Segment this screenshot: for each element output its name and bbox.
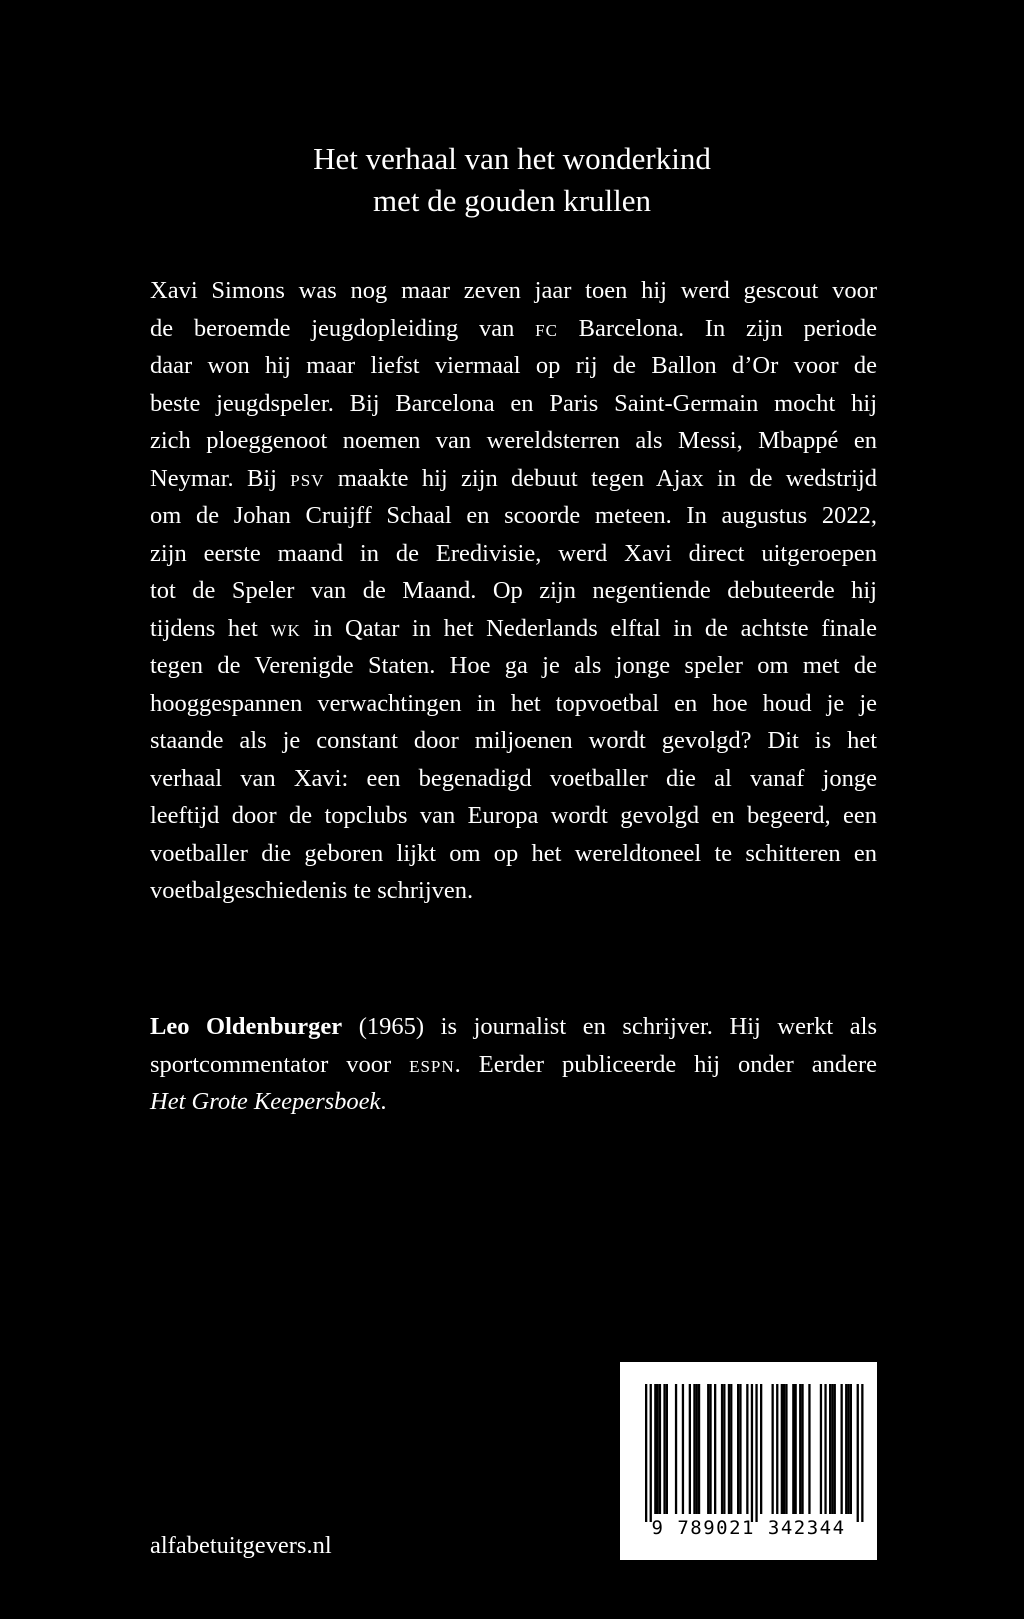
barcode-bar bbox=[663, 1384, 665, 1514]
barcode-bar bbox=[799, 1384, 801, 1514]
blurb-line bbox=[150, 310, 877, 348]
blurb-line bbox=[150, 460, 877, 498]
barcode-bar bbox=[820, 1384, 822, 1514]
barcode-bar bbox=[682, 1384, 684, 1514]
bio-line bbox=[150, 1083, 877, 1121]
barcode-bar bbox=[659, 1384, 661, 1514]
barcode-bar bbox=[755, 1384, 757, 1522]
barcode-bar bbox=[721, 1384, 723, 1514]
barcode-bar bbox=[850, 1384, 852, 1514]
bio-line bbox=[150, 1046, 877, 1084]
tagline-line-1: Het verhaal van het wonderkind bbox=[313, 141, 711, 176]
barcode-bar bbox=[751, 1384, 753, 1522]
bio-text: (1965) is journalist en schrijver. Hij werkt als bbox=[342, 1013, 877, 1040]
blurb-text: tijdens het bbox=[150, 614, 271, 642]
blurb-line bbox=[150, 610, 877, 648]
blurb-line: staande als je constant door miljoenen wordt gevolgd? Dit is het bbox=[150, 727, 877, 754]
blurb-text: de beroemde jeugdopleiding van bbox=[150, 314, 536, 342]
blurb-line: hooggespannen verwachtingen in het topvoetbal en hoe houd je je bbox=[150, 689, 877, 717]
barcode bbox=[620, 1362, 877, 1560]
blurb-line: voetbalgeschiedenis te schrijven. bbox=[150, 877, 474, 904]
bio-text: . bbox=[380, 1088, 387, 1115]
blurb-text: Barcelona. In zijn periode bbox=[557, 314, 877, 342]
blurb-line: tot de Speler van de Maand. Op zijn negentiende debuteerde hij bbox=[150, 577, 877, 604]
barcode-bar bbox=[709, 1384, 711, 1514]
tagline-line-2: met de gouden krullen bbox=[372, 183, 652, 218]
bio-text: sportcommentator voor bbox=[150, 1050, 410, 1078]
barcode-bar bbox=[696, 1384, 698, 1514]
barcode-bar bbox=[698, 1384, 700, 1514]
publisher-url: alfabetuitgevers.nl bbox=[150, 1532, 332, 1559]
barcode-bar bbox=[693, 1384, 695, 1514]
barcode-bar bbox=[808, 1384, 810, 1514]
blurb-line: beste jeugdspeler. Bij Barcelona en Paris Saint-Germain mocht hij bbox=[150, 389, 877, 417]
barcode-bar bbox=[739, 1384, 741, 1514]
barcode-bar bbox=[783, 1384, 785, 1514]
blurb-text: in Qatar in het Nederlands elftal in de achtste finale bbox=[300, 614, 877, 642]
blurb-line: voetballer die geboren lijkt om op het wereldtoneel te schitteren en bbox=[150, 839, 877, 867]
barcode-bar bbox=[861, 1384, 863, 1522]
barcode-bar bbox=[785, 1384, 787, 1514]
blurb-line: verhaal van Xavi: een begenadigd voetballer die al vanaf jonge bbox=[150, 764, 877, 792]
barcode-bar bbox=[847, 1384, 849, 1514]
barcode-bar bbox=[675, 1384, 677, 1514]
blurb-text: Neymar. Bij bbox=[150, 464, 291, 492]
barcode-bar bbox=[857, 1384, 859, 1522]
blurb-line: zich ploeggenoot noemen van wereldsterren als Messi, Mbappé en bbox=[150, 427, 877, 454]
barcode-bar bbox=[772, 1384, 774, 1514]
barcode-bar bbox=[654, 1384, 656, 1514]
barcode-bar bbox=[776, 1384, 778, 1514]
barcode-bar bbox=[781, 1384, 783, 1514]
bio-text: . Eerder publiceerde hij onder andere bbox=[454, 1050, 878, 1078]
barcode-bar bbox=[707, 1384, 709, 1514]
barcode-bar bbox=[645, 1384, 647, 1522]
fc-abbreviation: fc bbox=[535, 314, 558, 342]
bio-line bbox=[150, 1008, 877, 1046]
wk-abbreviation: wk bbox=[270, 614, 301, 642]
barcode-bar bbox=[841, 1384, 843, 1514]
blurb-line: zijn eerste maand in de Eredivisie, werd Xavi direct uitgeroepen bbox=[150, 539, 877, 567]
blurb-line: om de Johan Cruijff Schaal en scoorde meteen. In augustus 2022, bbox=[150, 502, 877, 529]
barcode-bar bbox=[737, 1384, 739, 1514]
barcode-bar bbox=[831, 1384, 833, 1514]
barcode-bar bbox=[650, 1384, 652, 1522]
barcode-bar bbox=[746, 1384, 748, 1514]
blurb-line: Xavi Simons was nog maar zeven jaar toen hij werd gescout voor bbox=[150, 277, 877, 304]
barcode-bar bbox=[795, 1384, 797, 1514]
barcode-bar bbox=[730, 1384, 732, 1514]
barcode-bar bbox=[801, 1384, 803, 1514]
tagline bbox=[0, 138, 1024, 222]
barcode-bar bbox=[689, 1384, 691, 1514]
book-title: Het Grote Keepersboek bbox=[150, 1088, 381, 1115]
isbn-digits: 9 789021 342344 bbox=[651, 1517, 846, 1539]
author-bio bbox=[150, 1008, 877, 1121]
espn-abbreviation: espn bbox=[409, 1050, 455, 1078]
psv-abbreviation: psv bbox=[290, 464, 325, 492]
barcode-bar bbox=[723, 1384, 725, 1514]
barcode-bar bbox=[714, 1384, 716, 1514]
barcode-bar bbox=[845, 1384, 847, 1514]
blurb-text: maakte hij zijn debuut tegen Ajax in de wedstrijd bbox=[324, 464, 877, 492]
barcode-bar bbox=[666, 1384, 668, 1514]
blurb-paragraph bbox=[150, 272, 877, 910]
blurb-line: daar won hij maar liefst viermaal op rij de Ballon d’Or voor de bbox=[150, 352, 877, 379]
barcode-bar bbox=[824, 1384, 826, 1514]
author-name: Leo Oldenburger bbox=[150, 1013, 343, 1040]
barcode-bar bbox=[834, 1384, 836, 1514]
barcode-bar bbox=[792, 1384, 794, 1514]
barcode-bar bbox=[728, 1384, 730, 1514]
barcode-bar bbox=[760, 1384, 762, 1514]
barcode-bar bbox=[657, 1384, 659, 1514]
blurb-line: leeftijd door de topclubs van Europa wordt gevolgd en begeerd, een bbox=[150, 802, 877, 829]
barcode-bar bbox=[829, 1384, 831, 1514]
blurb-line: tegen de Verenigde Staten. Hoe ga je als jonge speler om met de bbox=[150, 652, 877, 679]
